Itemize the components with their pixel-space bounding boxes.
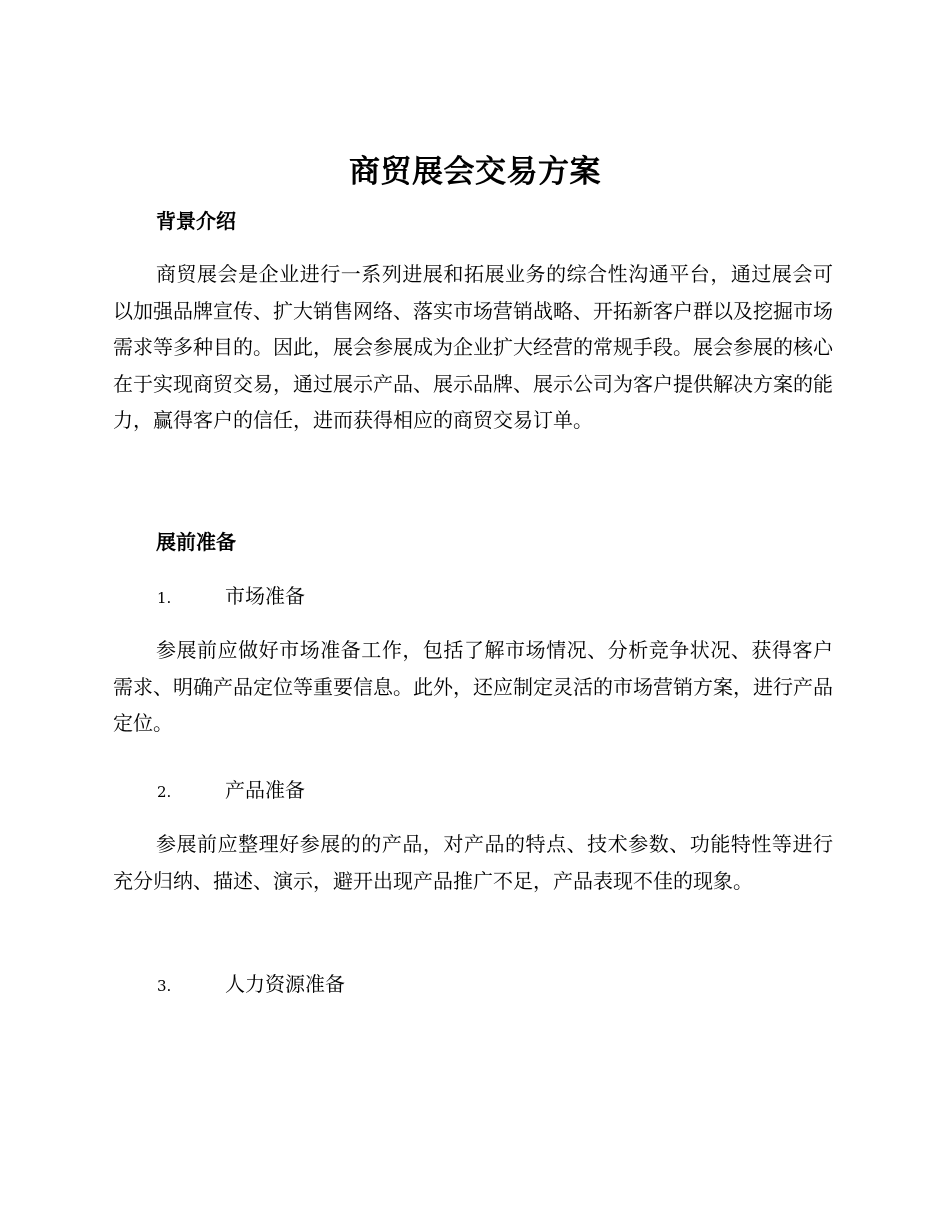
section-heading-preparation: 展前准备 <box>156 530 236 554</box>
list-item-market <box>157 582 305 612</box>
list-item-label: 产品准备 <box>225 778 305 802</box>
list-item-number: 2. <box>157 783 172 801</box>
list-item-label: 人力资源准备 <box>225 972 345 996</box>
list-item-product <box>157 776 305 806</box>
document-title: 商贸展会交易方案 <box>349 154 601 190</box>
list-item-number: 1. <box>157 589 172 607</box>
list-item-number: 3. <box>157 977 172 995</box>
background-paragraph: 商贸展会是企业进行一系列进展和拓展业务的综合性沟通平台，通过展会可以加强品牌宣传、扩大销售网络、落实市场营销战略、开拓新客户群以及挖掘市场需求等多种目的。因此，展会参展成为企业扩大经营的常规手段。展会参展的核心在于实现商贸交易，通过展示产品、展示品牌、展示公司为客户提供解决方案的能力，赢得客户的信任，进而获得相应的商贸交易订单。 <box>113 262 833 432</box>
section-heading-background: 背景介绍 <box>156 209 236 233</box>
list-item-hr <box>157 970 345 1000</box>
market-paragraph: 参展前应做好市场准备工作，包括了解市场情况、分析竞争状况、获得客户需求、明确产品定位等重要信息。此外，还应制定灵活的市场营销方案，进行产品定位。 <box>113 638 833 735</box>
list-item-label: 市场准备 <box>225 584 305 608</box>
product-paragraph: 参展前应整理好参展的的产品，对产品的特点、技术参数、功能特性等进行充分归纳、描述、演示，避开出现产品推广不足，产品表现不佳的现象。 <box>113 832 833 893</box>
